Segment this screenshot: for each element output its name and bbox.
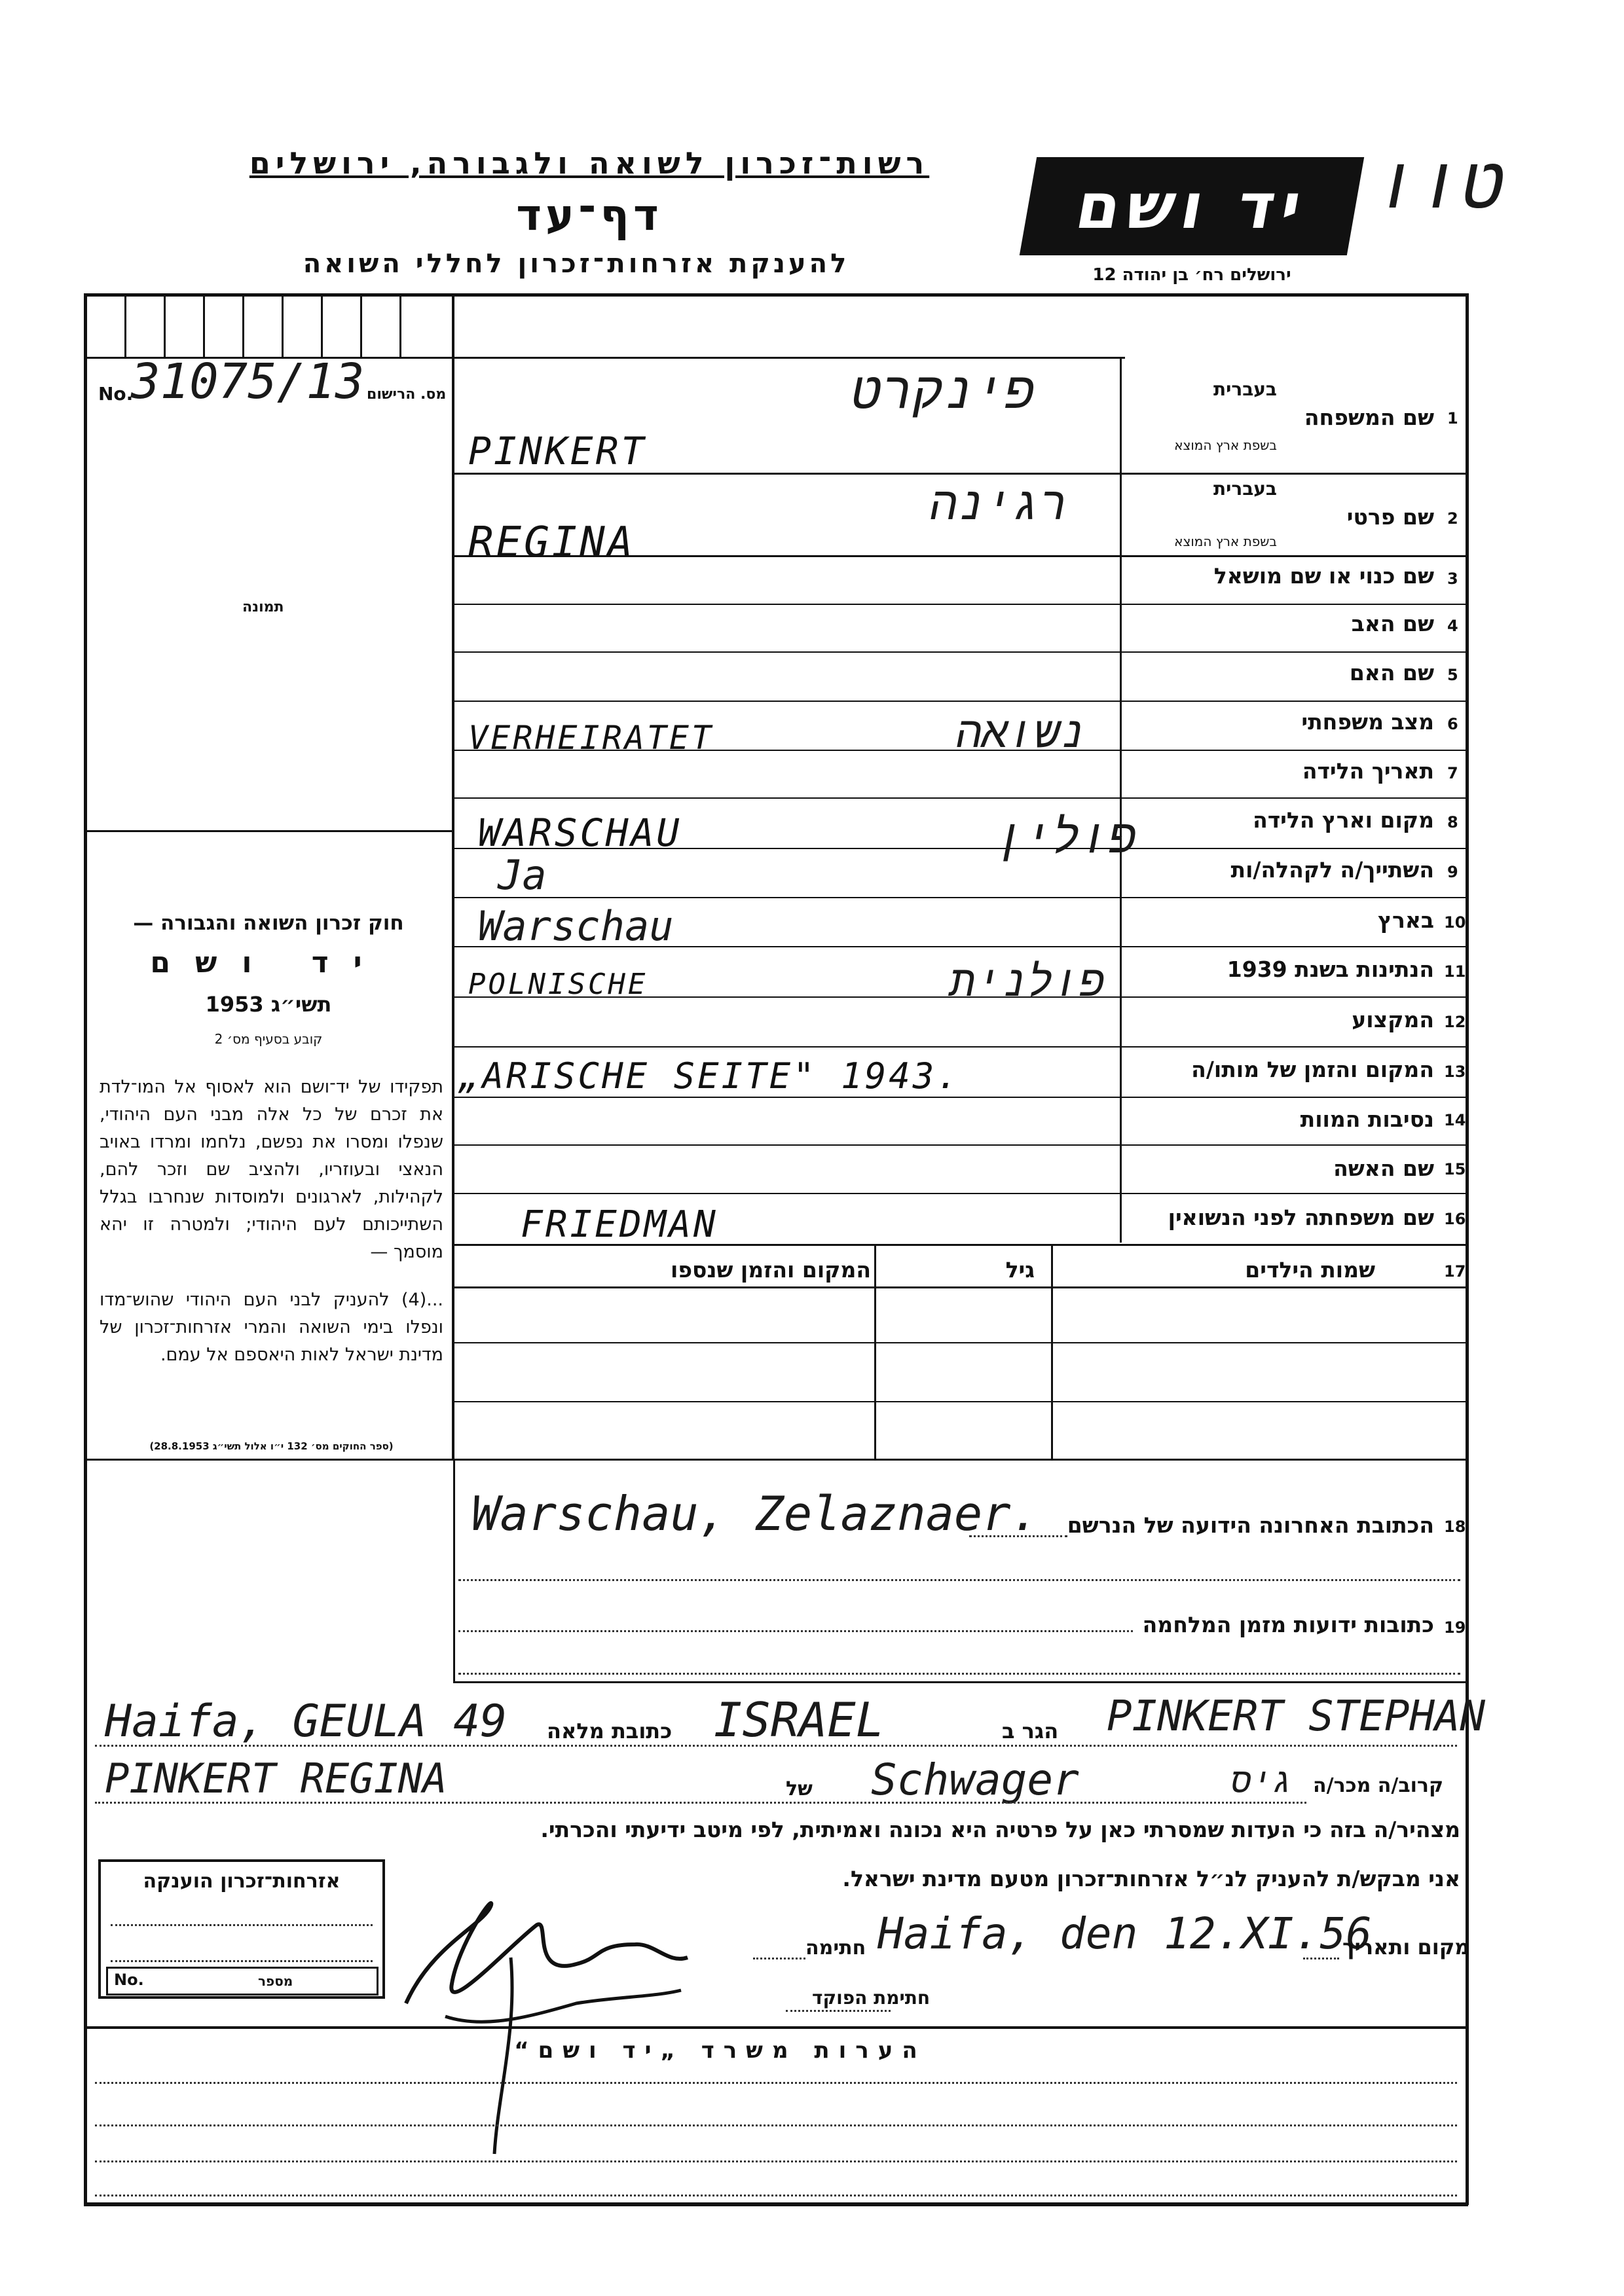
signature-drawing xyxy=(380,1866,838,2167)
full-address-label: כתובת מלאה xyxy=(547,1719,673,1743)
declarant-country: ISRAEL xyxy=(714,1692,885,1747)
field-5-label: שם האם xyxy=(1349,660,1434,685)
field-10-value: Warschau xyxy=(478,902,674,950)
law-paragraph-2: ...(4) להעניק לבני העם היהודי שהוש־מדו ונפלו בימי השואה והמרי אזרחות־זכרון של מדינת ישראל לאות היאספם אל עמם. xyxy=(100,1290,443,1365)
field-16-value: FRIEDMAN xyxy=(521,1203,718,1246)
field-1-label: שם המשפחה xyxy=(1304,405,1434,430)
field-6-label: מצב משפחתי xyxy=(1301,709,1434,735)
relative-label: קרוב/ה מכר/ה xyxy=(1313,1774,1444,1797)
field-16-label: שם משפחתה לפני הנשואין xyxy=(1168,1205,1434,1230)
field-1-value-hebrew: פינקרט xyxy=(851,361,1035,420)
children-place-header: המקום והזמן שנספו xyxy=(671,1257,871,1283)
field-18-number: 18 xyxy=(1444,1518,1466,1536)
field-8-label: מקום וארץ הלידה xyxy=(1253,807,1434,833)
field-9-number: 9 xyxy=(1447,863,1458,881)
photo-label: תמונה xyxy=(242,599,284,615)
field-8-value-hebrew: פולין xyxy=(995,809,1137,864)
field-18-label: הכתובת האחרונה הידועה של הנרשם xyxy=(1067,1512,1434,1538)
field-2-hebrew-label: בעברית xyxy=(1213,478,1277,500)
of-label: של xyxy=(786,1777,813,1800)
yad-vashem-logo: יד ושם xyxy=(1020,157,1364,255)
corner-handwriting: טוו xyxy=(1375,141,1505,225)
resides-label: הגר ב xyxy=(1002,1719,1059,1743)
field-7-number: 7 xyxy=(1447,764,1458,782)
field-4-number: 4 xyxy=(1447,617,1458,635)
law-clause: קובע בסעיף מס׳ 2 xyxy=(214,1031,323,1047)
field-9-value: Ja xyxy=(498,851,547,899)
authority-title: רשות־זכרון לשואה ולגבורה, ירושלים xyxy=(249,145,930,181)
field-2-label: שם פרטי xyxy=(1346,504,1434,530)
registry-label: מס. הרישום xyxy=(367,386,447,403)
subject-name: PINKERT REGINA xyxy=(105,1755,447,1802)
field-15-number: 15 xyxy=(1444,1160,1466,1178)
field-2-local-label: בשפת ארץ המוצא xyxy=(1174,534,1277,549)
relation-hebrew: גיס xyxy=(1231,1761,1293,1800)
field-1-value: PINKERT xyxy=(468,429,647,473)
field-13-value: „ARISCHE SEITE" 1943. xyxy=(458,1055,961,1097)
field-1-number: 1 xyxy=(1447,409,1458,428)
field-2-value-hebrew: רגינה xyxy=(930,477,1068,530)
field-13-number: 13 xyxy=(1444,1063,1466,1081)
form-subtitle: להענקת אזרחות־זכרון לחללי השואה xyxy=(303,249,850,279)
registry-no-label: No. xyxy=(98,383,134,405)
law-name: יד ושם xyxy=(150,946,387,979)
field-15-label: שם האשה xyxy=(1333,1156,1434,1181)
field-11-label: הנתינות בשנת 1939 xyxy=(1227,957,1434,982)
field-11-number: 11 xyxy=(1444,962,1466,981)
field-17-number: 17 xyxy=(1444,1262,1466,1281)
law-paragraph-1: תפקידו של יד־ושם הוא לאסוף אל המו־לדת את זכרם של כל אלה מבני העם היהודי, שנפלו ומסרו את נפשם, נלחמו ומרדו באויב הנאצי ובעוזריו, ולהציב שם וזכר להם, לקהילות, לארגונים ולמוסדות שנחרבו בגלל השתייכותם לעם היהודי; ולמטרה זו יהא מוסמך — xyxy=(100,1077,443,1262)
field-12-number: 12 xyxy=(1444,1013,1466,1031)
field-9-label: השתייך/ה לקהלה/ות xyxy=(1230,857,1434,883)
field-11-value-hebrew: פולנית xyxy=(950,956,1105,1006)
field-16-number: 16 xyxy=(1444,1210,1466,1228)
field-8-value: WARSCHAU xyxy=(478,811,682,855)
signature-label: חתימה xyxy=(805,1937,866,1959)
field-6-value-hebrew: נשואה xyxy=(956,707,1086,757)
declaration-statement-1: מצהיר/ה בזה כי העדות שמסרתי כאן על פרטיה היא נכונה ואמיתית, לפי מיטב ידיעתי והכרתי. xyxy=(540,1817,1460,1842)
field-6-value: VERHEIRATET xyxy=(468,719,714,757)
grant-box xyxy=(98,1859,385,1999)
field-14-number: 14 xyxy=(1444,1111,1466,1129)
field-19-label: כתובות ידועות מזמן המלחמה xyxy=(1142,1612,1434,1637)
grant-box-no-label: No. xyxy=(114,1971,144,1989)
field-11-value: POLNISCHE xyxy=(468,968,648,1001)
logo-address: ירושלים רח׳ בן יהודה 12 xyxy=(1092,265,1291,285)
field-7-label: תאריך הלידה xyxy=(1302,758,1434,784)
field-4-label: שם האב xyxy=(1351,611,1434,636)
place-date-label: מקום ותאריך xyxy=(1342,1935,1470,1959)
law-source: (ספר החוקים מס׳ 132 י״ו אלול תשי״ג 28.8.1953) xyxy=(149,1440,394,1452)
field-10-label: בארץ xyxy=(1378,907,1434,933)
declaration-statement-2: אני מבקש/ת להעניק לנ״ל אזרחות־זכרון מטעם מדינת ישראל. xyxy=(842,1866,1460,1891)
relation-value: Schwager xyxy=(871,1755,1079,1805)
field-8-number: 8 xyxy=(1447,813,1458,831)
children-age-header: גיל xyxy=(1005,1257,1035,1283)
declarant-name: PINKERT STEPHAN xyxy=(1107,1692,1485,1741)
declarant-full-address: Haifa, GEULA 49 xyxy=(105,1696,507,1747)
field-13-label: המקום והזמן של מותו/ה xyxy=(1191,1057,1434,1082)
field-3-number: 3 xyxy=(1447,570,1458,588)
place-and-date: Haifa, den 12.XI.56 xyxy=(877,1908,1372,1959)
field-1-local-label: בשפת ארץ המוצא xyxy=(1174,437,1277,453)
law-title: חוק זכרון השואה והגבורה — xyxy=(133,911,404,935)
official-signature-label: חתימת הפוקד xyxy=(812,1987,931,2009)
office-remarks-title: הערות משרד „יד ושם“ xyxy=(514,2037,927,2064)
children-names-header: שמות הילדים xyxy=(1245,1257,1375,1283)
form-title: דף־עד xyxy=(516,190,663,240)
field-2-value: REGINA xyxy=(468,519,636,567)
field-10-number: 10 xyxy=(1444,913,1466,932)
grant-box-title: אזרחות־זכרון הוענקה xyxy=(143,1870,341,1893)
field-12-label: המקצוע xyxy=(1352,1007,1434,1032)
field-1-hebrew-label: בעברית xyxy=(1213,378,1277,400)
field-14-label: נסיבות המוות xyxy=(1300,1106,1434,1132)
field-3-label: שם כנוי או שם מושאל xyxy=(1213,563,1434,589)
field-6-number: 6 xyxy=(1447,715,1458,733)
field-18-value: Warschau, Zelaznaer. xyxy=(471,1486,1039,1541)
field-5-number: 5 xyxy=(1447,666,1458,684)
field-2-number: 2 xyxy=(1447,509,1458,528)
law-year: תשי״ג 1953 xyxy=(205,992,332,1017)
field-19-number: 19 xyxy=(1444,1618,1466,1637)
registry-number: 31075/13 xyxy=(131,354,365,410)
grant-box-number-label: מספר xyxy=(258,1973,293,1989)
